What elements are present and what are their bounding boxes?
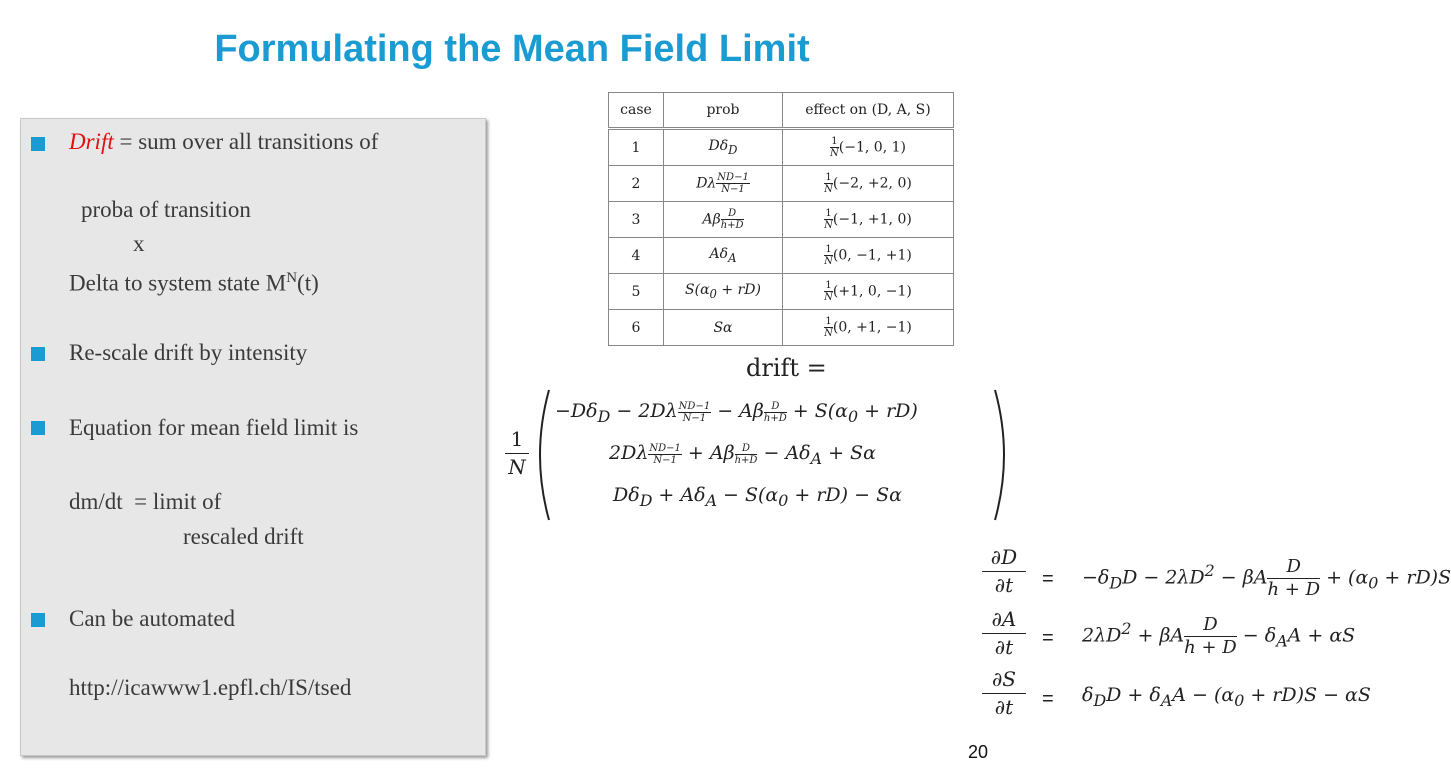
bullet-marker <box>31 347 45 361</box>
table-row <box>609 238 954 274</box>
prob-cell: Dλ $\frac{ND-1}{N-1}$ <box>664 166 783 202</box>
delta-superscript: N <box>286 270 298 286</box>
prob-cell: Sα <box>664 310 783 346</box>
effect-vector: (−1, 0, 1) <box>838 139 906 156</box>
dd-dt: ∂D ∂t <box>982 544 1026 599</box>
table-row <box>609 129 954 166</box>
effect-vector: (−2, +2, 0) <box>832 175 912 192</box>
table-row <box>609 274 954 310</box>
header-effect: effect on (D, A, S) <box>783 93 954 129</box>
bullet-drift <box>69 125 378 159</box>
matrix-row-s: $D\delta_D + A\delta_A - S(\alpha_0 + rD) - S\alpha$ <box>613 484 902 510</box>
matrix-row-a: 2Dλ $\frac{ND-1}{N-1}$ + Aβ $\frac{D}{h+D}$ − $A\delta_A + S\alpha$ <box>609 442 876 468</box>
table-header-row <box>609 93 954 129</box>
effect-vector: (+1, 0, −1) <box>832 283 912 300</box>
drift-label: drift = <box>746 354 827 382</box>
bullet-rescale: Re-scale drift by intensity <box>69 340 308 365</box>
transitions-table <box>608 92 954 346</box>
bullet-automated: Can be automated <box>69 606 236 631</box>
effect-cell: $\frac{1}{N}$ (+1, 0, −1) <box>783 274 954 310</box>
effect-cell: $\frac{1}{N}$ (0, −1, +1) <box>783 238 954 274</box>
prob-cell: Aβ $\frac{D}{h+D}$ <box>664 202 783 238</box>
bullet-equation: Equation for mean field limit is <box>69 415 359 440</box>
delta-text: Delta to system state M <box>69 270 287 296</box>
case-cell: 2 <box>609 166 664 202</box>
table-row <box>609 310 954 346</box>
tool-url[interactable]: http://icawww1.epfl.ch/IS/tsed <box>69 675 352 700</box>
effect-cell: $\frac{1}{N}$ (−2, +2, 0) <box>783 166 954 202</box>
ode-rhs-d: $-\delta_DD - 2\lambda D^2 - \beta A$ $\frac{D}{h + D}$ + $(\alpha_0 + rD)S$ <box>1082 556 1451 600</box>
case-cell: 3 <box>609 202 664 238</box>
bullet-marker <box>31 613 45 627</box>
header-prob: prob <box>664 93 783 129</box>
prob-cell: $A\delta_A$ <box>664 238 783 274</box>
case-cell: 6 <box>609 310 664 346</box>
bullet-panel <box>20 118 486 756</box>
case-cell: 1 <box>609 129 664 166</box>
effect-vector: (−1, +1, 0) <box>832 211 912 228</box>
equals-sign: = <box>1042 568 1054 590</box>
one-over-n: 1 N <box>505 426 529 481</box>
effect-cell: $\frac{1}{N}$ (−1, +1, 0) <box>783 202 954 238</box>
effect-cell: $\frac{1}{N}$ (0, +1, −1) <box>783 310 954 346</box>
equals-sign: = <box>1042 627 1054 649</box>
table-row <box>609 202 954 238</box>
ds-dt: ∂S ∂t <box>982 666 1026 721</box>
da-dt: ∂A ∂t <box>982 606 1026 661</box>
table-row <box>609 166 954 202</box>
bullet-equation-sub1: dm/dt = limit of <box>69 489 222 514</box>
header-case: case <box>609 93 664 129</box>
bullet-drift-sub2: x <box>133 231 145 256</box>
bullet-drift-sub3 <box>69 261 319 301</box>
slide-title: Formulating the Mean Field Limit <box>214 28 810 70</box>
drift-matrix <box>505 386 1015 524</box>
bullet-marker <box>31 137 45 151</box>
case-cell: 4 <box>609 238 664 274</box>
bullet-equation-sub2: rescaled drift <box>183 524 304 549</box>
case-cell: 5 <box>609 274 664 310</box>
drift-emphasis: Drift <box>69 129 114 154</box>
bullet-drift-sub1: proba of transition <box>81 197 251 222</box>
equals-sign: = <box>1042 688 1054 710</box>
prob-cell: $D\delta_D$ <box>664 129 783 166</box>
matrix-row-d: $-D\delta_D - 2D\lambda$ $\frac{ND-1}{N-1}$ − Aβ $\frac{D}{h+D}$ + $S(\alpha_0 + rD)$ <box>555 400 918 426</box>
ode-rhs-s: $\delta_DD + \delta_AA - (\alpha_0 + rD)S - \alpha S$ <box>1082 684 1371 710</box>
delta-text-tail: (t) <box>297 270 319 296</box>
page-number: 20 <box>968 742 989 762</box>
effect-cell: $\frac{1}{N}$ (−1, 0, 1) <box>783 129 954 166</box>
effect-vector: (0, +1, −1) <box>832 319 912 336</box>
prob-cell: $S(\alpha_0 + rD)$ <box>664 274 783 310</box>
ode-rhs-a: $2\lambda D^2 + \beta A$ $\frac{D}{h + D}$ − $\delta_AA + \alpha S$ <box>1082 614 1356 658</box>
bullet-drift-text: = sum over all transitions of <box>113 129 379 154</box>
bullet-marker <box>31 421 45 435</box>
effect-vector: (0, −1, +1) <box>832 247 912 264</box>
